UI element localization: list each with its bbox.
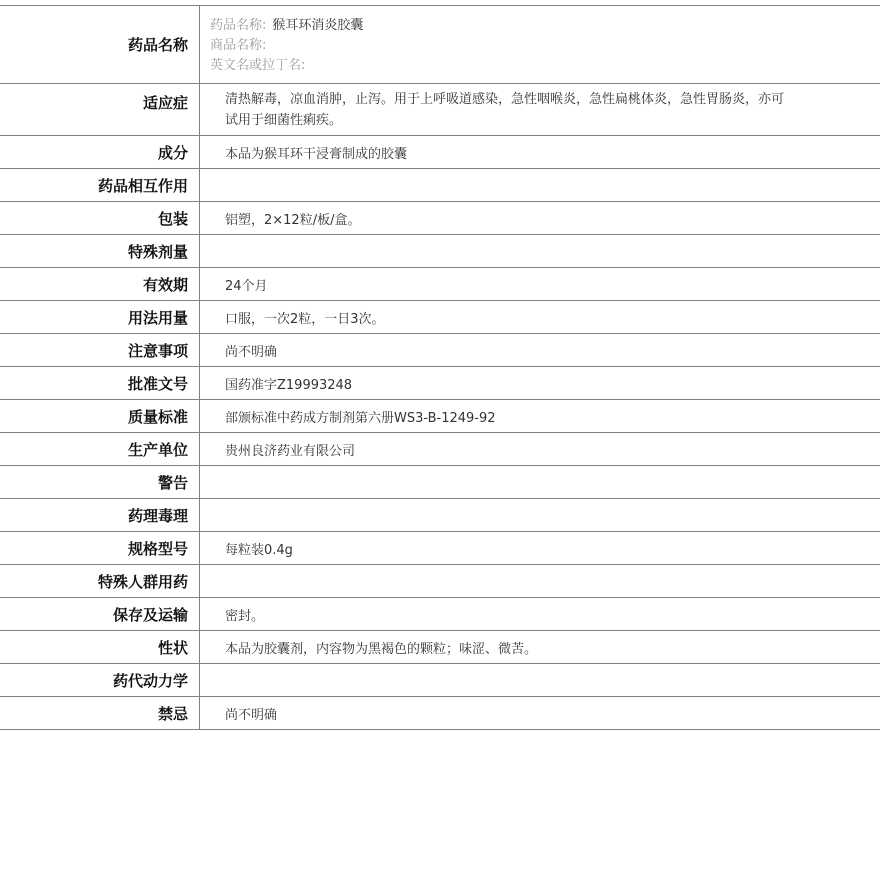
row-value (200, 499, 880, 531)
row-specification (0, 532, 880, 565)
row-quality-standard (0, 400, 880, 433)
row-value: 尚不明确 (225, 344, 278, 360)
row-value: 24个月 (225, 278, 268, 294)
field-key: 药品名称: (210, 18, 267, 33)
row-description (0, 631, 880, 664)
row-indications (0, 84, 880, 136)
row-shelf-life (0, 268, 880, 301)
row-value: 本品为胶囊剂，内容物为黑褐色的颗粒；味涩、微苦。 (225, 641, 538, 657)
row-value (200, 235, 880, 267)
row-dosage (0, 301, 880, 334)
row-label: 有效期 (0, 268, 200, 300)
row-value: 尚不明确 (225, 707, 278, 723)
row-value: 密封。 (225, 608, 265, 624)
row-warnings (0, 466, 880, 499)
field-key: 英文名或拉丁名: (210, 58, 306, 73)
row-value: 铝塑，2×12粒/板/盒。 (225, 212, 361, 228)
row-pharmacology (0, 499, 880, 532)
row-value: 每粒装0.4g (225, 542, 293, 558)
row-value: 本品为猴耳环干浸膏制成的胶囊 (225, 146, 408, 162)
row-label: 批准文号 (0, 367, 200, 399)
row-value: 清热解毒，凉血消肿，止泻。用于上呼吸道感染，急性咽喉炎，急性扁桃体炎，急性胃肠炎，亦可试用于细菌性痢疾。 (225, 92, 785, 128)
row-value: 国药准字Z19993248 (225, 377, 353, 393)
row-value: 贵州良济药业有限公司 (225, 443, 356, 459)
drug-name-line (210, 16, 363, 36)
row-label: 特殊人群用药 (0, 565, 200, 597)
row-label: 性状 (0, 631, 200, 663)
row-storage (0, 598, 880, 631)
row-label: 适应症 (0, 84, 200, 135)
row-label: 药品名称 (0, 6, 200, 83)
row-label: 药代动力学 (0, 664, 200, 696)
row-label: 警告 (0, 466, 200, 498)
row-label: 保存及运输 (0, 598, 200, 630)
row-drug-name (0, 6, 880, 84)
trade-name-line (210, 36, 272, 56)
row-label: 质量标准 (0, 400, 200, 432)
row-precautions (0, 334, 880, 367)
row-label: 禁忌 (0, 697, 200, 729)
row-interactions (0, 169, 880, 202)
row-label: 药品相互作用 (0, 169, 200, 201)
row-special-dosage (0, 235, 880, 268)
drug-info-table (0, 5, 880, 730)
row-value: 部颁标准中药成方制剂第六册WS3-B-1249-92 (225, 410, 496, 426)
row-manufacturer (0, 433, 880, 466)
row-label: 生产单位 (0, 433, 200, 465)
english-name-line (210, 56, 311, 76)
drug-names-cell (200, 6, 880, 83)
row-packaging (0, 202, 880, 235)
row-pharmacokinetics (0, 664, 880, 697)
row-label: 注意事项 (0, 334, 200, 366)
field-value: 猴耳环消炎胶囊 (272, 18, 364, 33)
row-special-populations (0, 565, 880, 598)
row-value (200, 565, 880, 597)
row-label: 药理毒理 (0, 499, 200, 531)
row-label: 成分 (0, 136, 200, 168)
row-value (200, 664, 880, 696)
row-label: 包装 (0, 202, 200, 234)
row-label: 用法用量 (0, 301, 200, 333)
row-ingredients (0, 136, 880, 169)
row-label: 特殊剂量 (0, 235, 200, 267)
row-value (200, 466, 880, 498)
field-key: 商品名称: (210, 38, 267, 53)
row-contraindications (0, 697, 880, 730)
row-value: 口服，一次2粒，一日3次。 (225, 311, 385, 327)
row-label: 规格型号 (0, 532, 200, 564)
row-value (200, 169, 880, 201)
row-approval-number (0, 367, 880, 400)
